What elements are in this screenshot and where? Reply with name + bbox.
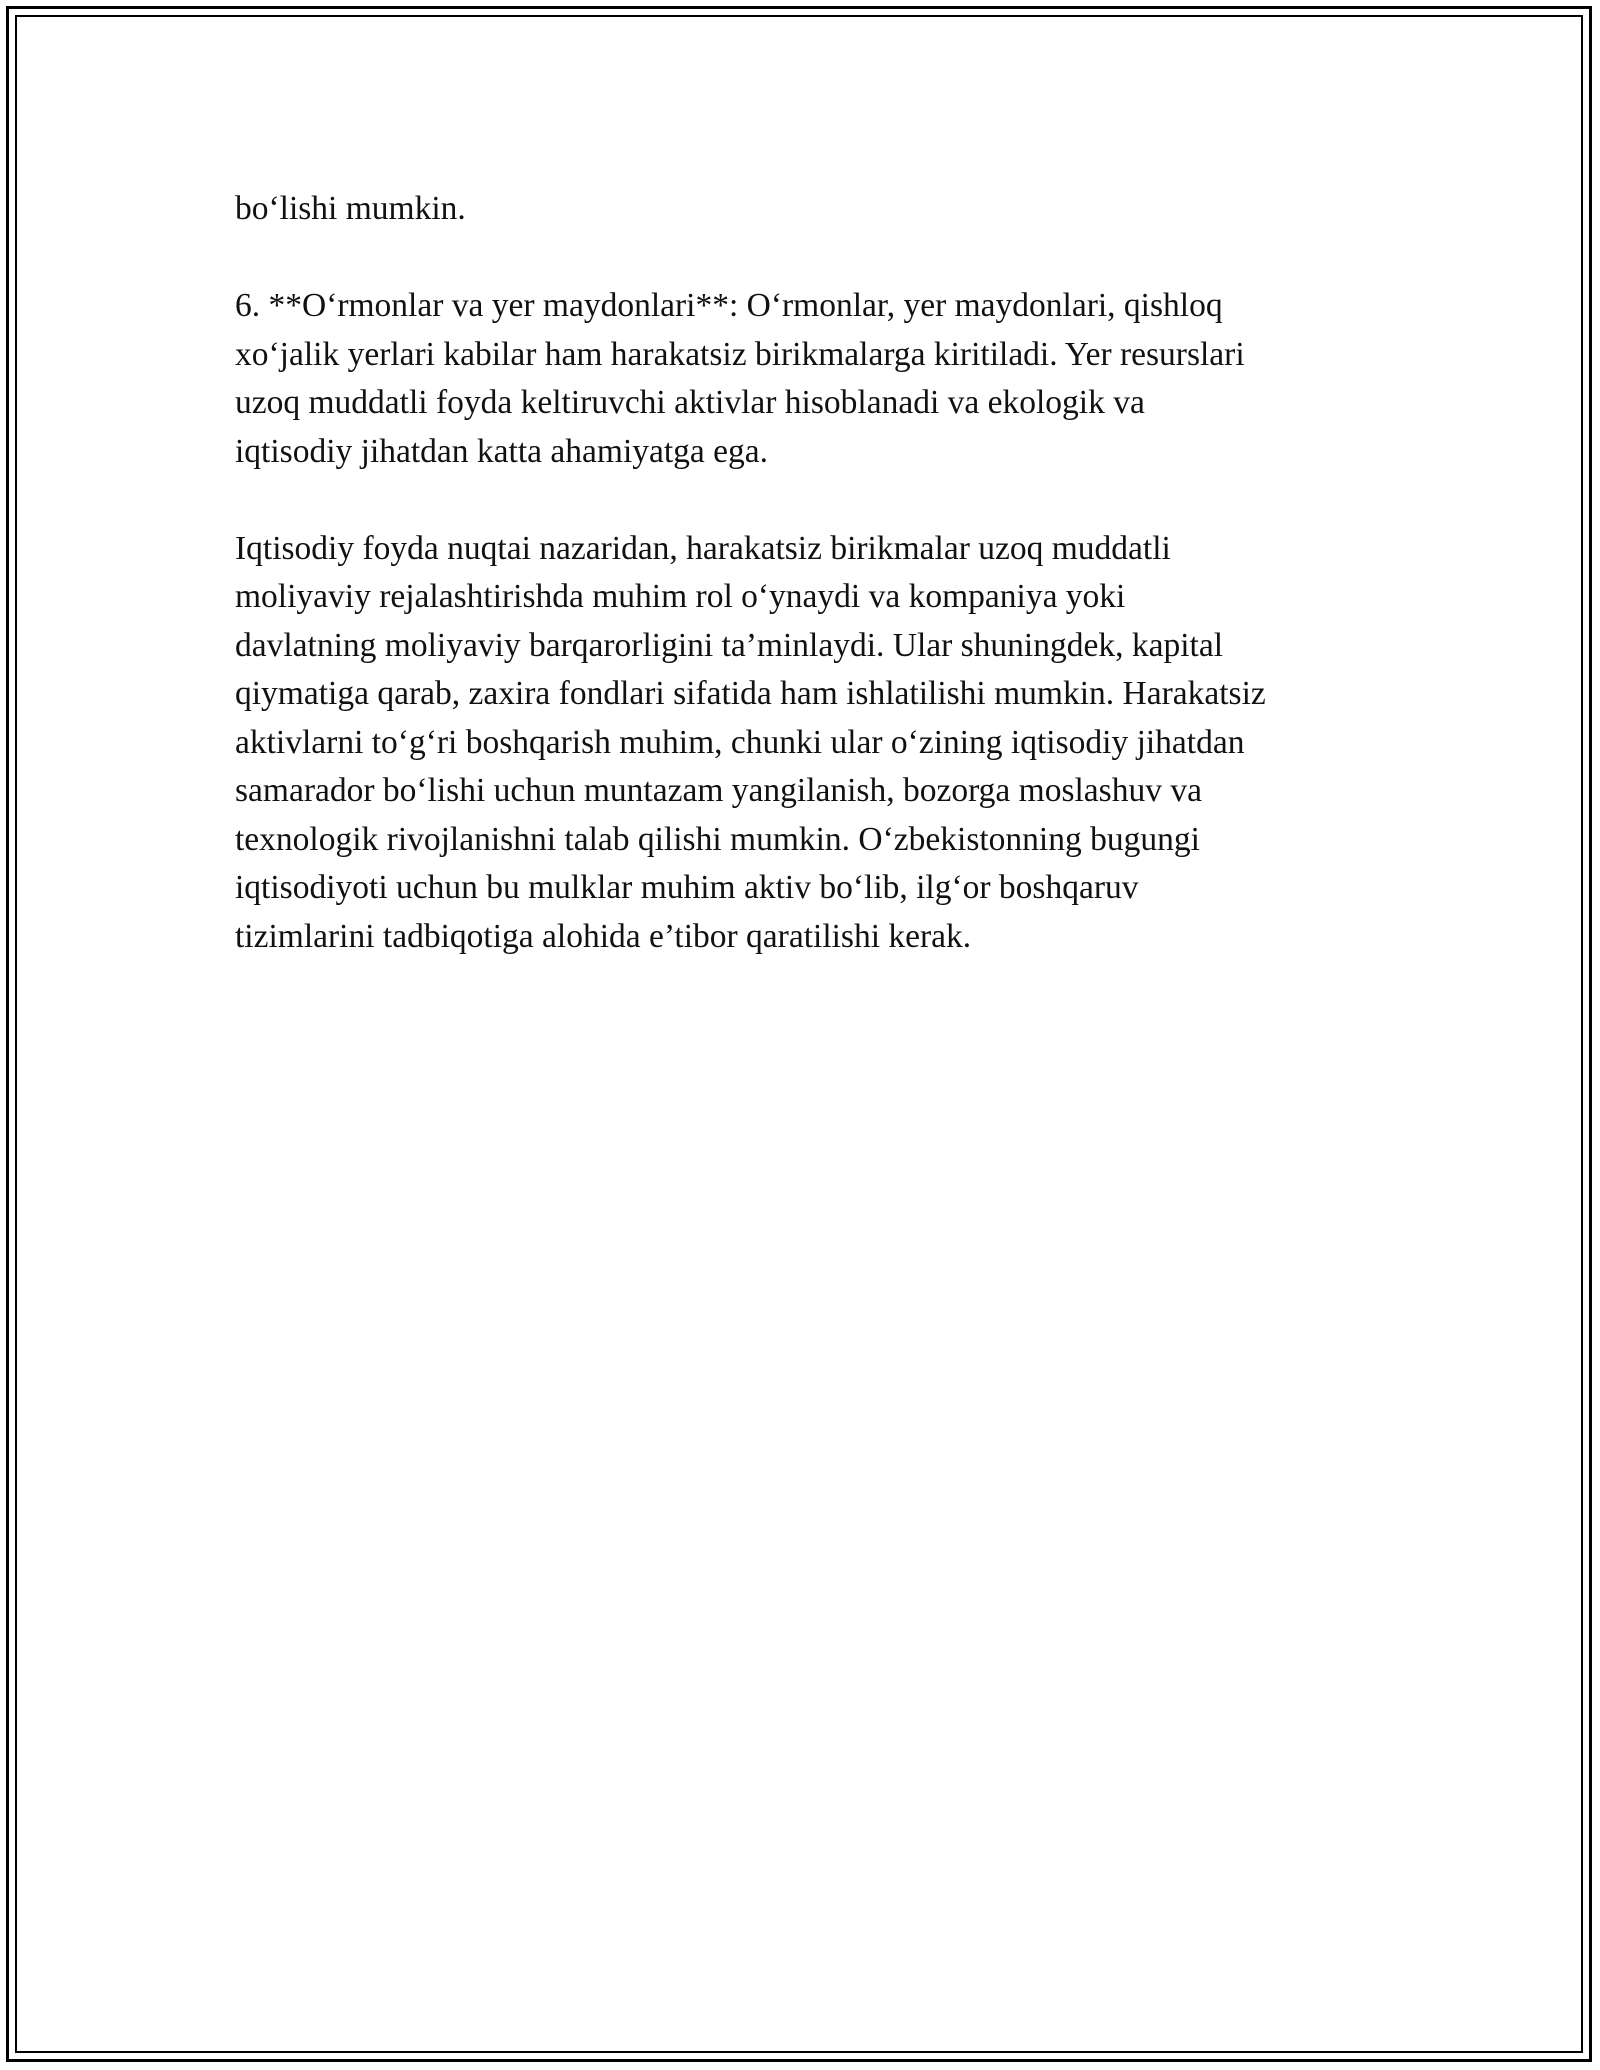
text-line: 6. **O‘rmonlar va yer maydonlari**: O‘rmonlar, yer maydonlari, qishloq xyxy=(235,287,1223,324)
text-line: iqtisodiy jihatdan katta ahamiyatga ega. xyxy=(235,432,769,470)
text-line: davlatning moliyaviy barqarorligini ta’minlaydi. Ular shuningdek, kapital xyxy=(235,626,1224,664)
text-line: texnologik rivojlanishni talab qilishi mumkin. O‘zbekistonning bugungi xyxy=(235,820,1200,858)
paragraph-forests-and-land xyxy=(235,282,1385,476)
document-body xyxy=(235,185,1385,1010)
paragraph-economic-benefit xyxy=(235,525,1385,962)
text-line: iqtisodiyoti uchun bu mulklar muhim aktiv bo‘lib, ilg‘or boshqaruv xyxy=(235,869,1139,906)
text-line: bo‘lishi mumkin. xyxy=(235,190,466,227)
paragraph-continuation xyxy=(235,185,1385,234)
text-line: uzoq muddatli foyda keltiruvchi aktivlar hisoblanadi va ekologik va xyxy=(235,384,1145,421)
text-line: aktivlarni to‘g‘ri boshqarish muhim, chunki ular o‘zining iqtisodiy jihatdan xyxy=(235,723,1245,761)
text-line: samarador bo‘lishi uchun muntazam yangilanish, bozorga moslashuv va xyxy=(235,772,1202,809)
text-line: moliyaviy rejalashtirishda muhim rol o‘ynaydi va kompaniya yoki xyxy=(235,578,1126,615)
text-line: qiymatiga qarab, zaxira fondlari sifatida ham ishlatilishi mumkin. Harakatsiz xyxy=(235,675,1266,712)
text-line: tizimlarini tadbiqotiga alohida e’tibor qaratilishi kerak. xyxy=(235,917,972,955)
text-line: Iqtisodiy foyda nuqtai nazaridan, harakatsiz birikmalar uzoq muddatli xyxy=(235,529,1171,567)
text-line: xo‘jalik yerlari kabilar ham harakatsiz birikmalarga kiritiladi. Yer resurslari xyxy=(235,335,1245,373)
